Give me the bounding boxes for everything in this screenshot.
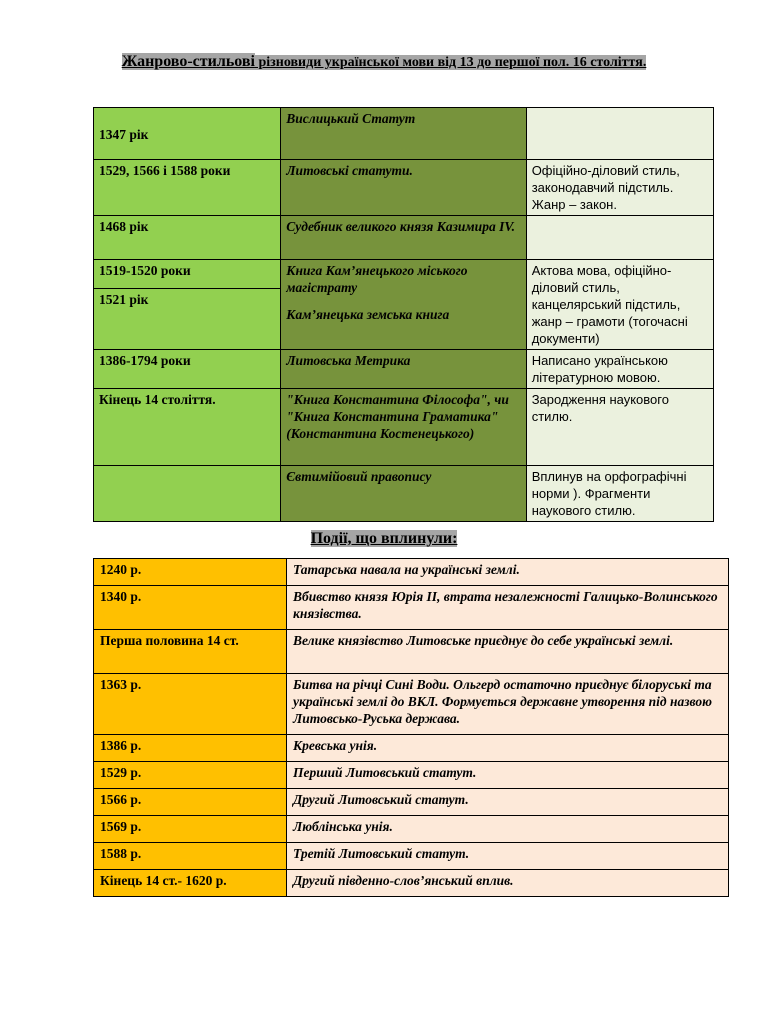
event-text-cell: Велике князівство Литовське приєднує до себе українські землі. <box>287 630 729 674</box>
table-row <box>94 559 729 586</box>
table-row <box>94 674 729 735</box>
event-date-cell: 1363 р. <box>94 674 287 735</box>
doc-zemska-knyha: Кам’янецька земська книга <box>286 307 450 322</box>
genre-doc-cell: Євтимійовий правопису <box>281 466 526 522</box>
event-text-cell: Кревська унія. <box>287 735 729 762</box>
table-row <box>94 816 729 843</box>
genre-note-cell: Вплинув на орфографічні норми ). Фрагменти наукового стилю. <box>526 466 713 522</box>
genre-date-cell: 1521 рік <box>94 288 281 349</box>
table-row <box>94 586 729 630</box>
event-text-cell: Перший Литовський статут. <box>287 762 729 789</box>
genre-doc-cell: "Книга Константина Філософа", чи "Книга Константина Граматика" (Константина Костенецького) <box>281 389 526 466</box>
event-date-cell: 1340 р. <box>94 586 287 630</box>
event-text-cell: Другий Литовський статут. <box>287 789 729 816</box>
doc-magistrat: Книга Кам’янецького міського магістрату <box>286 263 468 295</box>
genre-note-cell: Зародження наукового стилю. <box>526 389 713 466</box>
table-row <box>94 466 714 522</box>
table-row <box>94 260 714 289</box>
table-row <box>94 735 729 762</box>
genre-date-cell: Кінець 14 століття. <box>94 389 281 466</box>
genre-date-cell: 1386-1794 роки <box>94 350 281 389</box>
events-table <box>93 558 729 897</box>
genre-doc-cell: Вислицький Статут <box>281 108 526 160</box>
table-row <box>94 216 714 260</box>
genre-date-cell: 1529, 1566 і 1588 роки <box>94 160 281 216</box>
event-text-cell: Люблінська унія. <box>287 816 729 843</box>
event-date-cell: 1240 р. <box>94 559 287 586</box>
table-row <box>94 108 714 160</box>
event-text-cell: Третій Литовський статут. <box>287 843 729 870</box>
genre-date-cell: 1347 рік <box>94 108 281 160</box>
genre-note-cell <box>526 108 713 160</box>
table-row <box>94 389 714 466</box>
event-date-cell: Кінець 14 ст.- 1620 р. <box>94 870 287 897</box>
event-text-cell: Татарська навала на українські землі. <box>287 559 729 586</box>
genre-date-cell <box>94 466 281 522</box>
genres-table <box>93 107 714 522</box>
table-row <box>94 870 729 897</box>
title-rest: різновиди української мови від 13 до першої пол. 16 століття. <box>254 55 647 70</box>
table-row <box>94 630 729 674</box>
genre-note-cell: Офіційно-діловий стиль, законодавчий підстиль. Жанр – закон. <box>526 160 713 216</box>
genre-note-cell: Написано українською літературною мовою. <box>526 350 713 389</box>
event-text-cell: Другий південно-слов’янський вплив. <box>287 870 729 897</box>
genre-note-cell <box>526 216 713 260</box>
title-highlighted: Жанрово-стильові <box>121 53 255 70</box>
document-title <box>0 53 768 71</box>
event-date-cell: 1386 р. <box>94 735 287 762</box>
genre-date-cell: 1468 рік <box>94 216 281 260</box>
table-row <box>94 350 714 389</box>
table-row <box>94 789 729 816</box>
event-date-cell: Перша половина 14 ст. <box>94 630 287 674</box>
event-text-cell: Битва на річці Сині Води. Ольгерд остаточно приєднує білоруські та українські землі до ВКЛ. Формується державне утворення під назвою Литовсько-Руська держава. <box>287 674 729 735</box>
genre-doc-cell: Литовські статути. <box>281 160 526 216</box>
event-date-cell: 1529 р. <box>94 762 287 789</box>
events-title: Події, що вплинули: <box>310 530 458 547</box>
genre-date-cell: 1519-1520 роки <box>94 260 281 289</box>
event-date-cell: 1588 р. <box>94 843 287 870</box>
event-date-cell: 1566 р. <box>94 789 287 816</box>
table-row <box>94 160 714 216</box>
table-row <box>94 843 729 870</box>
table-row <box>94 762 729 789</box>
genre-doc-cell: Судебник великого князя Казимира IV. <box>281 216 526 260</box>
event-date-cell: 1569 р. <box>94 816 287 843</box>
event-text-cell: Вбивство князя Юрія ІІ, втрата незалежності Галицько-Волинського князівства. <box>287 586 729 630</box>
genre-doc-cell: Литовська Метрика <box>281 350 526 389</box>
genre-note-cell: Актова мова, офіційно-діловий стиль, канцелярський підстиль, жанр – грамоти (тогочасні документи) <box>526 260 713 350</box>
genre-doc-cell <box>281 260 526 350</box>
